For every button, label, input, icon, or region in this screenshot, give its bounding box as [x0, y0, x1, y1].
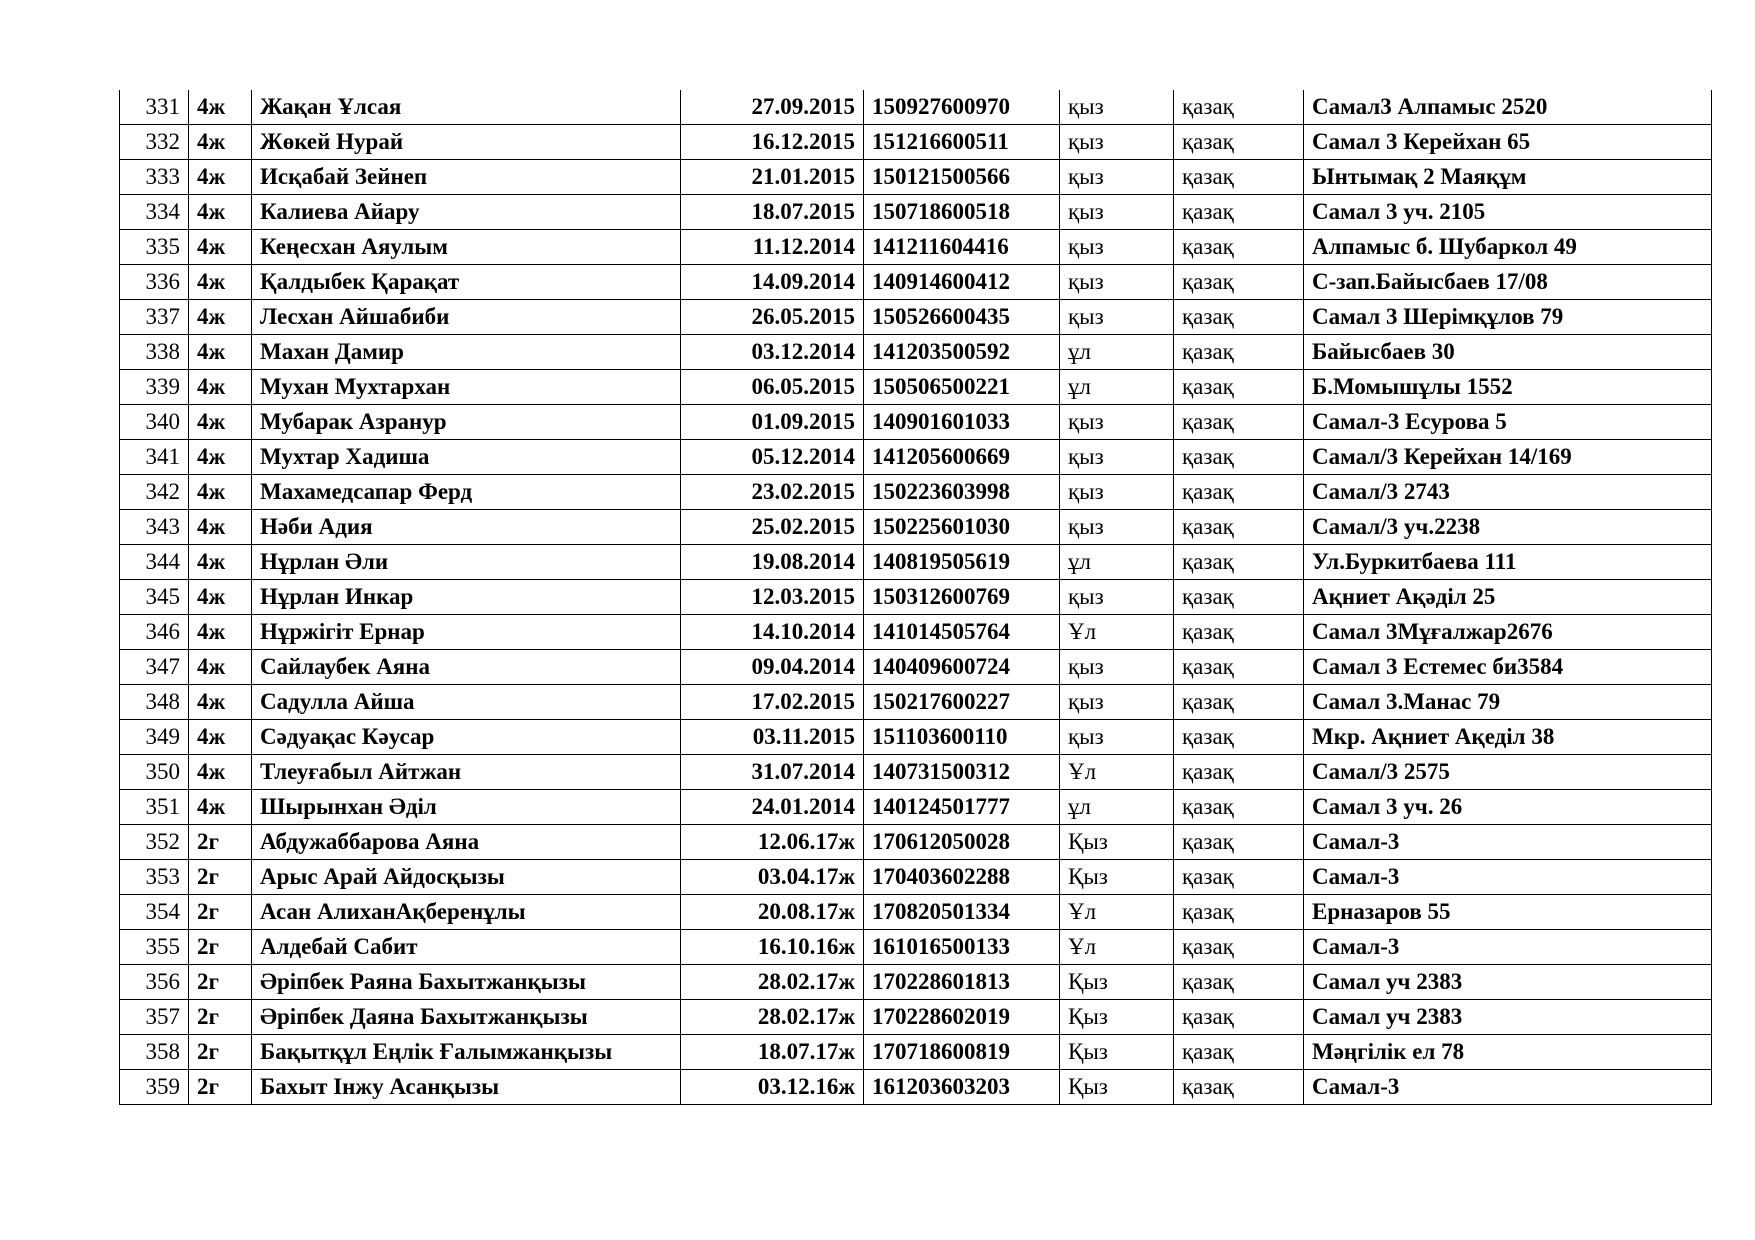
- address-cell: Б.Момышұлы 1552: [1304, 370, 1712, 405]
- gender-cell: ұл: [1060, 335, 1174, 370]
- birth-date-cell: 16.10.16ж: [681, 930, 864, 965]
- row-number: 351: [120, 790, 189, 825]
- student-name-cell: Бахыт Інжу Асанқызы: [252, 1070, 681, 1105]
- table-row: [120, 335, 1712, 370]
- class-cell: 4ж: [189, 405, 252, 440]
- student-name-cell: Нұржігіт Ернар: [252, 615, 681, 650]
- table-row: [120, 300, 1712, 335]
- class-cell: 2г: [189, 965, 252, 1000]
- table-row: [120, 545, 1712, 580]
- class-cell: 4ж: [189, 195, 252, 230]
- birth-date-cell: 18.07.17ж: [681, 1035, 864, 1070]
- address-cell: Самал уч 2383: [1304, 1000, 1712, 1035]
- address-cell: Ақниет Ақәділ 25: [1304, 580, 1712, 615]
- iin-cell: 140731500312: [864, 755, 1060, 790]
- iin-cell: 150217600227: [864, 685, 1060, 720]
- nationality-cell: қазақ: [1174, 755, 1304, 790]
- student-name-cell: Мухан Мухтархан: [252, 370, 681, 405]
- nationality-cell: қазақ: [1174, 195, 1304, 230]
- iin-cell: 141203500592: [864, 335, 1060, 370]
- address-cell: Самал 3 Естемес би3584: [1304, 650, 1712, 685]
- birth-date-cell: 31.07.2014: [681, 755, 864, 790]
- gender-cell: қыз: [1060, 580, 1174, 615]
- birth-date-cell: 17.02.2015: [681, 685, 864, 720]
- student-name-cell: Жақан Ұлсая: [252, 90, 681, 125]
- row-number: 335: [120, 230, 189, 265]
- birth-date-cell: 21.01.2015: [681, 160, 864, 195]
- iin-cell: 141014505764: [864, 615, 1060, 650]
- table-row: [120, 755, 1712, 790]
- row-number: 338: [120, 335, 189, 370]
- address-cell: Самал/3 2743: [1304, 475, 1712, 510]
- gender-cell: Қыз: [1060, 1070, 1174, 1105]
- class-cell: 2г: [189, 895, 252, 930]
- iin-cell: 140914600412: [864, 265, 1060, 300]
- row-number: 331: [120, 90, 189, 125]
- table-row: [120, 475, 1712, 510]
- student-name-cell: Нәби Адия: [252, 510, 681, 545]
- class-cell: 2г: [189, 860, 252, 895]
- table-row: [120, 1070, 1712, 1105]
- table-row: [120, 895, 1712, 930]
- student-name-cell: Нұрлан Әли: [252, 545, 681, 580]
- iin-cell: 140819505619: [864, 545, 1060, 580]
- iin-cell: 161203603203: [864, 1070, 1060, 1105]
- class-cell: 4ж: [189, 615, 252, 650]
- table-row: [120, 195, 1712, 230]
- gender-cell: қыз: [1060, 90, 1174, 125]
- address-cell: Самал-3: [1304, 860, 1712, 895]
- row-number: 349: [120, 720, 189, 755]
- birth-date-cell: 03.11.2015: [681, 720, 864, 755]
- birth-date-cell: 25.02.2015: [681, 510, 864, 545]
- class-cell: 4ж: [189, 650, 252, 685]
- gender-cell: ұл: [1060, 370, 1174, 405]
- row-number: 348: [120, 685, 189, 720]
- class-cell: 4ж: [189, 370, 252, 405]
- class-cell: 4ж: [189, 440, 252, 475]
- row-number: 343: [120, 510, 189, 545]
- address-cell: Самал 3Мұғалжар2676: [1304, 615, 1712, 650]
- nationality-cell: қазақ: [1174, 650, 1304, 685]
- row-number: 339: [120, 370, 189, 405]
- nationality-cell: қазақ: [1174, 720, 1304, 755]
- nationality-cell: қазақ: [1174, 1070, 1304, 1105]
- nationality-cell: қазақ: [1174, 335, 1304, 370]
- birth-date-cell: 24.01.2014: [681, 790, 864, 825]
- nationality-cell: қазақ: [1174, 580, 1304, 615]
- birth-date-cell: 23.02.2015: [681, 475, 864, 510]
- gender-cell: Ұл: [1060, 930, 1174, 965]
- iin-cell: 170228601813: [864, 965, 1060, 1000]
- iin-cell: 170228602019: [864, 1000, 1060, 1035]
- student-name-cell: Әріпбек Даяна Бахытжанқызы: [252, 1000, 681, 1035]
- nationality-cell: қазақ: [1174, 615, 1304, 650]
- birth-date-cell: 16.12.2015: [681, 125, 864, 160]
- class-cell: 4ж: [189, 160, 252, 195]
- birth-date-cell: 06.05.2015: [681, 370, 864, 405]
- student-name-cell: Алдебай Сабит: [252, 930, 681, 965]
- gender-cell: ұл: [1060, 545, 1174, 580]
- gender-cell: қыз: [1060, 405, 1174, 440]
- iin-cell: 140901601033: [864, 405, 1060, 440]
- student-name-cell: Шырынхан Әділ: [252, 790, 681, 825]
- birth-date-cell: 09.04.2014: [681, 650, 864, 685]
- address-cell: Самал-3: [1304, 930, 1712, 965]
- class-cell: 4ж: [189, 475, 252, 510]
- table-row: [120, 160, 1712, 195]
- address-cell: Ерназаров 55: [1304, 895, 1712, 930]
- student-name-cell: Мухтар Хадиша: [252, 440, 681, 475]
- nationality-cell: қазақ: [1174, 965, 1304, 1000]
- student-name-cell: Нұрлан Инкар: [252, 580, 681, 615]
- table-row: [120, 965, 1712, 1000]
- birth-date-cell: 03.12.16ж: [681, 1070, 864, 1105]
- student-name-cell: Махан Дамир: [252, 335, 681, 370]
- nationality-cell: қазақ: [1174, 440, 1304, 475]
- class-cell: 4ж: [189, 335, 252, 370]
- iin-cell: 170820501334: [864, 895, 1060, 930]
- table-row: [120, 510, 1712, 545]
- class-cell: 2г: [189, 1070, 252, 1105]
- address-cell: Самал уч 2383: [1304, 965, 1712, 1000]
- student-name-cell: Жөкей Нурай: [252, 125, 681, 160]
- gender-cell: Ұл: [1060, 895, 1174, 930]
- row-number: 332: [120, 125, 189, 160]
- row-number: 347: [120, 650, 189, 685]
- address-cell: Самал 3 уч. 26: [1304, 790, 1712, 825]
- iin-cell: 140124501777: [864, 790, 1060, 825]
- table-row: [120, 790, 1712, 825]
- class-cell: 4ж: [189, 230, 252, 265]
- iin-cell: 141205600669: [864, 440, 1060, 475]
- class-cell: 2г: [189, 1035, 252, 1070]
- nationality-cell: қазақ: [1174, 545, 1304, 580]
- nationality-cell: қазақ: [1174, 125, 1304, 160]
- row-number: 355: [120, 930, 189, 965]
- address-cell: Ул.Буркитбаева 111: [1304, 545, 1712, 580]
- class-cell: 2г: [189, 1000, 252, 1035]
- iin-cell: 150526600435: [864, 300, 1060, 335]
- gender-cell: қыз: [1060, 300, 1174, 335]
- row-number: 336: [120, 265, 189, 300]
- row-number: 344: [120, 545, 189, 580]
- student-name-cell: Садулла Айша: [252, 685, 681, 720]
- nationality-cell: қазақ: [1174, 930, 1304, 965]
- nationality-cell: қазақ: [1174, 790, 1304, 825]
- birth-date-cell: 12.03.2015: [681, 580, 864, 615]
- table-row: [120, 580, 1712, 615]
- iin-cell: 150927600970: [864, 90, 1060, 125]
- student-name-cell: Махамедсапар Ферд: [252, 475, 681, 510]
- row-number: 359: [120, 1070, 189, 1105]
- gender-cell: ұл: [1060, 790, 1174, 825]
- class-cell: 4ж: [189, 580, 252, 615]
- birth-date-cell: 01.09.2015: [681, 405, 864, 440]
- birth-date-cell: 26.05.2015: [681, 300, 864, 335]
- gender-cell: қыз: [1060, 650, 1174, 685]
- student-name-cell: Лесхан Айшабиби: [252, 300, 681, 335]
- gender-cell: қыз: [1060, 685, 1174, 720]
- nationality-cell: қазақ: [1174, 1035, 1304, 1070]
- table-row: [120, 860, 1712, 895]
- iin-cell: 150223603998: [864, 475, 1060, 510]
- nationality-cell: қазақ: [1174, 265, 1304, 300]
- birth-date-cell: 14.10.2014: [681, 615, 864, 650]
- table-row: [120, 650, 1712, 685]
- address-cell: Байысбаев 30: [1304, 335, 1712, 370]
- address-cell: Ынтымақ 2 Маяқұм: [1304, 160, 1712, 195]
- nationality-cell: қазақ: [1174, 160, 1304, 195]
- iin-cell: 170612050028: [864, 825, 1060, 860]
- row-number: 346: [120, 615, 189, 650]
- iin-cell: 150506500221: [864, 370, 1060, 405]
- address-cell: Самал3 Алпамыс 2520: [1304, 90, 1712, 125]
- birth-date-cell: 12.06.17ж: [681, 825, 864, 860]
- iin-cell: 170718600819: [864, 1035, 1060, 1070]
- gender-cell: қыз: [1060, 265, 1174, 300]
- class-cell: 4ж: [189, 755, 252, 790]
- address-cell: Самал 3 Шерімқұлов 79: [1304, 300, 1712, 335]
- class-cell: 2г: [189, 930, 252, 965]
- table-row: [120, 1000, 1712, 1035]
- address-cell: Самал-3 Есурова 5: [1304, 405, 1712, 440]
- gender-cell: Ұл: [1060, 755, 1174, 790]
- address-cell: Самал/3 уч.2238: [1304, 510, 1712, 545]
- nationality-cell: қазақ: [1174, 685, 1304, 720]
- birth-date-cell: 19.08.2014: [681, 545, 864, 580]
- student-name-cell: Бақытқұл Еңлік Ғалымжанқызы: [252, 1035, 681, 1070]
- iin-cell: 151103600110: [864, 720, 1060, 755]
- iin-cell: 141211604416: [864, 230, 1060, 265]
- roster-body: [120, 90, 1712, 1105]
- student-name-cell: Қалдыбек Қарақат: [252, 265, 681, 300]
- student-name-cell: Мубарак Азранур: [252, 405, 681, 440]
- row-number: 337: [120, 300, 189, 335]
- birth-date-cell: 28.02.17ж: [681, 965, 864, 1000]
- gender-cell: Қыз: [1060, 825, 1174, 860]
- class-cell: 4ж: [189, 265, 252, 300]
- birth-date-cell: 18.07.2015: [681, 195, 864, 230]
- gender-cell: Қыз: [1060, 1000, 1174, 1035]
- nationality-cell: қазақ: [1174, 825, 1304, 860]
- table-row: [120, 720, 1712, 755]
- iin-cell: 150121500566: [864, 160, 1060, 195]
- gender-cell: Қыз: [1060, 860, 1174, 895]
- table-row: [120, 930, 1712, 965]
- birth-date-cell: 27.09.2015: [681, 90, 864, 125]
- row-number: 352: [120, 825, 189, 860]
- address-cell: Мкр. Ақниет Ақеділ 38: [1304, 720, 1712, 755]
- gender-cell: қыз: [1060, 510, 1174, 545]
- birth-date-cell: 03.12.2014: [681, 335, 864, 370]
- class-cell: 4ж: [189, 685, 252, 720]
- table-row: [120, 405, 1712, 440]
- student-name-cell: Сайлаубек Аяна: [252, 650, 681, 685]
- class-cell: 4ж: [189, 545, 252, 580]
- gender-cell: қыз: [1060, 230, 1174, 265]
- birth-date-cell: 14.09.2014: [681, 265, 864, 300]
- row-number: 356: [120, 965, 189, 1000]
- student-name-cell: Әріпбек Раяна Бахытжанқызы: [252, 965, 681, 1000]
- student-name-cell: Сәдуақас Кәусар: [252, 720, 681, 755]
- gender-cell: қыз: [1060, 475, 1174, 510]
- table-row: [120, 265, 1712, 300]
- gender-cell: Қыз: [1060, 965, 1174, 1000]
- student-roster-table: [119, 90, 1712, 1105]
- class-cell: 4ж: [189, 720, 252, 755]
- iin-cell: 140409600724: [864, 650, 1060, 685]
- row-number: 350: [120, 755, 189, 790]
- birth-date-cell: 20.08.17ж: [681, 895, 864, 930]
- class-cell: 4ж: [189, 125, 252, 160]
- birth-date-cell: 03.04.17ж: [681, 860, 864, 895]
- nationality-cell: қазақ: [1174, 230, 1304, 265]
- gender-cell: қыз: [1060, 720, 1174, 755]
- student-name-cell: Исқабай Зейнеп: [252, 160, 681, 195]
- table-row: [120, 90, 1712, 125]
- iin-cell: 150225601030: [864, 510, 1060, 545]
- address-cell: С-зап.Байысбаев 17/08: [1304, 265, 1712, 300]
- row-number: 353: [120, 860, 189, 895]
- row-number: 334: [120, 195, 189, 230]
- row-number: 354: [120, 895, 189, 930]
- address-cell: Мәңгілік ел 78: [1304, 1035, 1712, 1070]
- row-number: 342: [120, 475, 189, 510]
- table-row: [120, 440, 1712, 475]
- gender-cell: қыз: [1060, 195, 1174, 230]
- student-name-cell: Асан АлиханАқберенұлы: [252, 895, 681, 930]
- row-number: 333: [120, 160, 189, 195]
- address-cell: Самал 3.Манас 79: [1304, 685, 1712, 720]
- birth-date-cell: 28.02.17ж: [681, 1000, 864, 1035]
- address-cell: Самал-3: [1304, 1070, 1712, 1105]
- gender-cell: Ұл: [1060, 615, 1174, 650]
- class-cell: 4ж: [189, 300, 252, 335]
- nationality-cell: қазақ: [1174, 1000, 1304, 1035]
- nationality-cell: қазақ: [1174, 475, 1304, 510]
- address-cell: Самал 3 Керейхан 65: [1304, 125, 1712, 160]
- row-number: 341: [120, 440, 189, 475]
- class-cell: 4ж: [189, 790, 252, 825]
- iin-cell: 161016500133: [864, 930, 1060, 965]
- gender-cell: қыз: [1060, 125, 1174, 160]
- student-name-cell: Абдужаббарова Аяна: [252, 825, 681, 860]
- table-row: [120, 685, 1712, 720]
- class-cell: 4ж: [189, 90, 252, 125]
- address-cell: Самал-3: [1304, 825, 1712, 860]
- table-row: [120, 1035, 1712, 1070]
- student-name-cell: Арыс Арай Айдосқызы: [252, 860, 681, 895]
- class-cell: 4ж: [189, 510, 252, 545]
- row-number: 345: [120, 580, 189, 615]
- iin-cell: 150312600769: [864, 580, 1060, 615]
- nationality-cell: қазақ: [1174, 300, 1304, 335]
- student-name-cell: Тлеуғабыл Айтжан: [252, 755, 681, 790]
- address-cell: Самал/3 Керейхан 14/169: [1304, 440, 1712, 475]
- gender-cell: Қыз: [1060, 1035, 1174, 1070]
- table-row: [120, 825, 1712, 860]
- student-name-cell: Кеңесхан Аяулым: [252, 230, 681, 265]
- nationality-cell: қазақ: [1174, 370, 1304, 405]
- birth-date-cell: 11.12.2014: [681, 230, 864, 265]
- address-cell: Самал/3 2575: [1304, 755, 1712, 790]
- table-row: [120, 230, 1712, 265]
- table-row: [120, 125, 1712, 160]
- nationality-cell: қазақ: [1174, 510, 1304, 545]
- row-number: 358: [120, 1035, 189, 1070]
- gender-cell: қыз: [1060, 160, 1174, 195]
- iin-cell: 170403602288: [864, 860, 1060, 895]
- nationality-cell: қазақ: [1174, 860, 1304, 895]
- address-cell: Самал 3 уч. 2105: [1304, 195, 1712, 230]
- nationality-cell: қазақ: [1174, 895, 1304, 930]
- row-number: 357: [120, 1000, 189, 1035]
- table-row: [120, 615, 1712, 650]
- nationality-cell: қазақ: [1174, 405, 1304, 440]
- iin-cell: 151216600511: [864, 125, 1060, 160]
- address-cell: Алпамыс б. Шубаркол 49: [1304, 230, 1712, 265]
- gender-cell: қыз: [1060, 440, 1174, 475]
- table-row: [120, 370, 1712, 405]
- row-number: 340: [120, 405, 189, 440]
- iin-cell: 150718600518: [864, 195, 1060, 230]
- student-name-cell: Калиева Айару: [252, 195, 681, 230]
- nationality-cell: қазақ: [1174, 90, 1304, 125]
- birth-date-cell: 05.12.2014: [681, 440, 864, 475]
- class-cell: 2г: [189, 825, 252, 860]
